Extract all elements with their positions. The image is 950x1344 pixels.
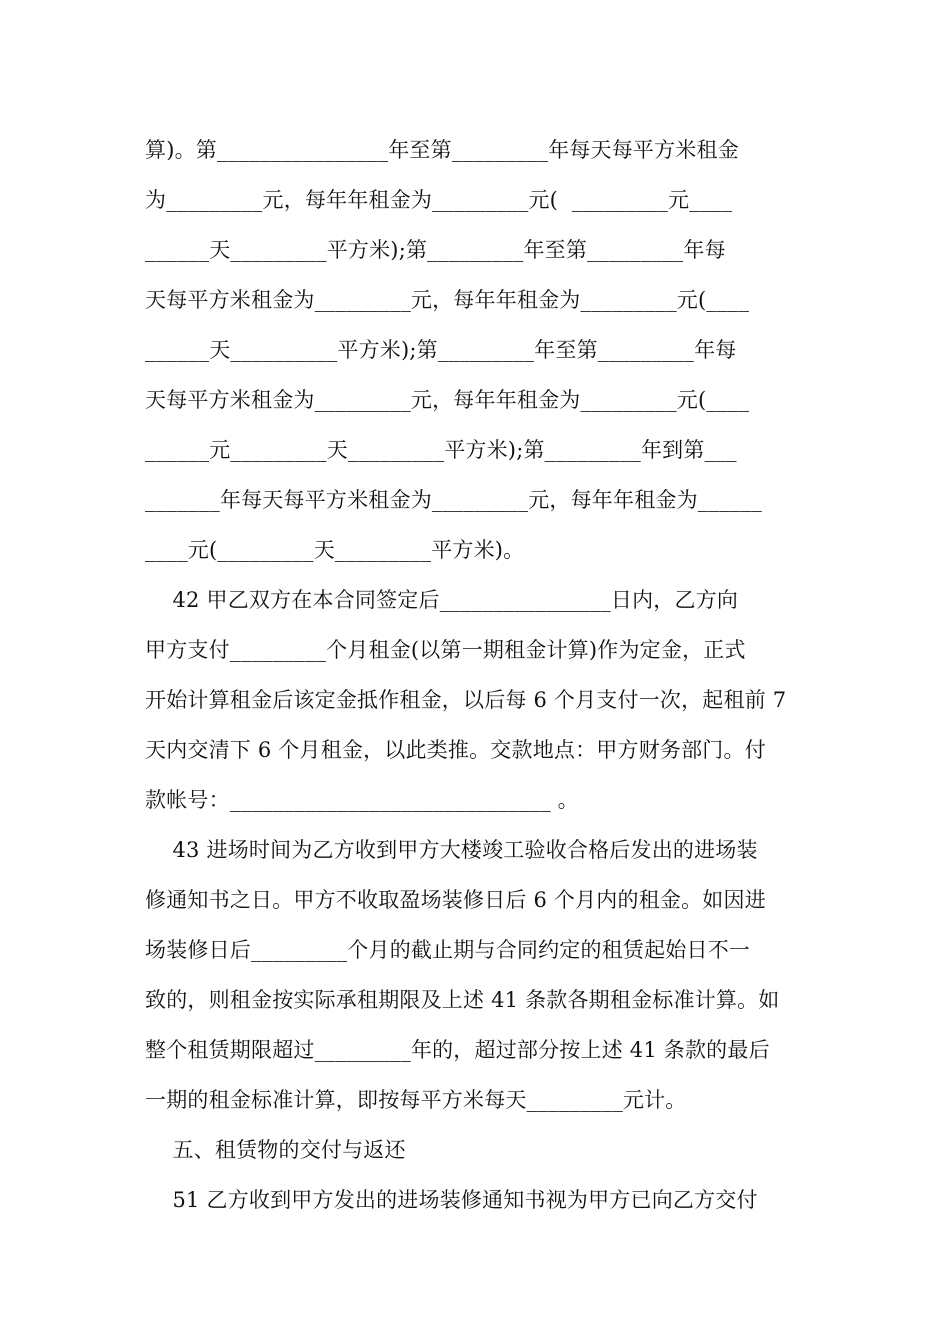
text-line: 场装修日后_________个月的截止期与合同约定的租赁起始日不一 [145,938,751,962]
text-line: 天内交清下 6 个月租金，以此类推。交款地点：甲方财务部门。付 [145,738,766,762]
text-line: _______年每天每平方米租金为_________元，每年年租金为______ [145,488,762,512]
paragraph-43-start: 43 进场时间为乙方收到甲方大楼竣工验收合格后发出的进场装 [145,838,758,862]
text-line: 修通知书之日。甲方不收取盈场装修日后 6 个月内的租金。如因进 [145,888,766,912]
text-line: 天每平方米租金为_________元，每年年租金为_________元(____ [145,388,750,412]
text-line: 致的，则租金按实际承租期限及上述 41 条款各期租金标准计算。如 [145,988,780,1012]
paragraph-42-start: 42 甲乙双方在本合同签定后________________日内，乙方向 [145,588,739,612]
text-line: 天每平方米租金为_________元，每年年租金为_________元(____ [145,288,750,312]
text-line: ______天_________平方米);第_________年至第_________年每 [145,238,726,262]
paragraph-51-start: 51 乙方收到甲方发出的进场装修通知书视为甲方已向乙方交付 [145,1188,758,1212]
section-heading: 五、租赁物的交付与返还 [145,1138,406,1162]
text-line: 开始计算租金后该定金抵作租金，以后每 6 个月支付一次，起租前 7 [145,688,787,712]
text-line: ______元_________天_________平方米);第_________年到第___ [145,438,737,462]
text-line: 一期的租金标准计算，即按每平方米每天_________元计。 [145,1088,687,1112]
text-line: 款帐号：______________________________ 。 [145,788,579,812]
text-line: 甲方支付_________个月租金(以第一期租金计算)作为定金，正式 [145,638,746,662]
text-line: ____元(_________天_________平方米)。 [145,538,525,562]
text-line: ______天__________平方米);第_________年至第_________年每 [145,338,737,362]
text-line: 整个租赁期限超过_________年的，超过部分按上述 41 条款的最后 [145,1038,770,1062]
text-line: 算)。第________________年至第_________年每天每平方米租金 [145,138,739,162]
text-line: 为_________元，每年年租金为_________元( _________元____ [145,188,733,212]
